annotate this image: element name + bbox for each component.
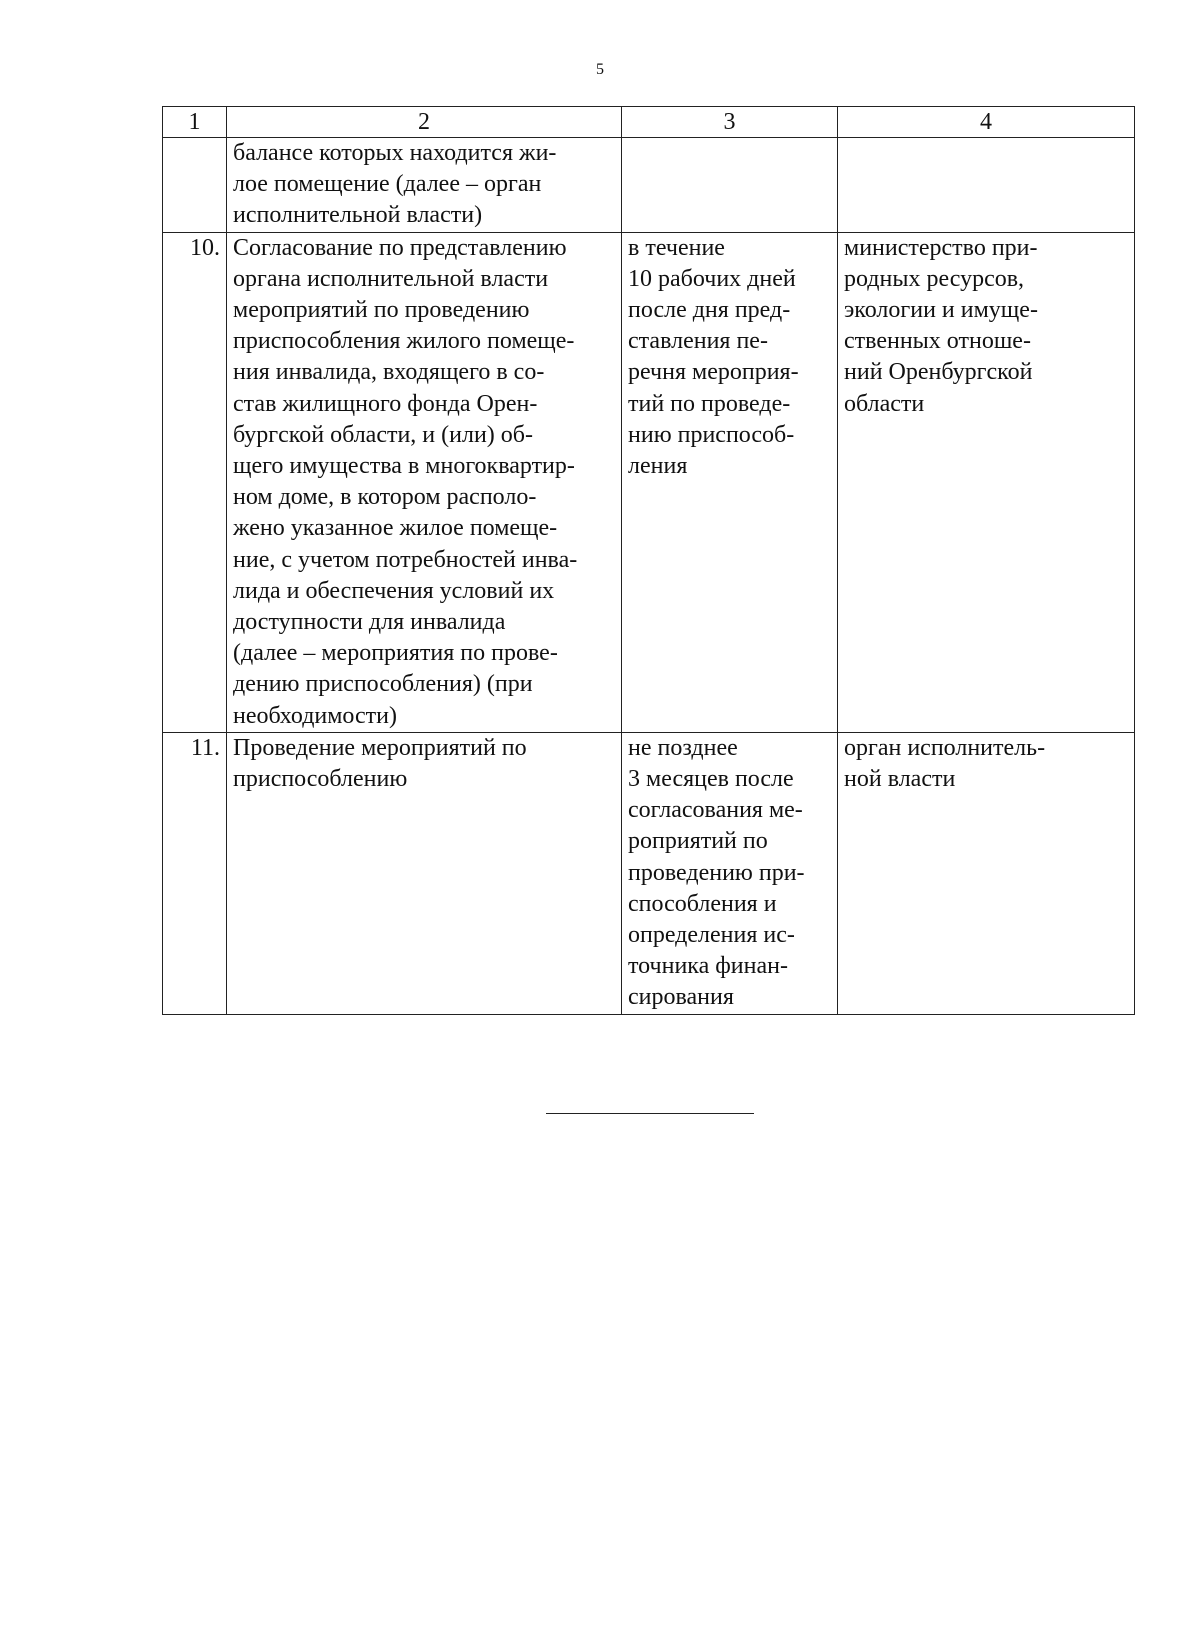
- action-cell: Проведение мероприятий по приспособлению: [227, 732, 622, 1014]
- page-number: 5: [596, 61, 604, 78]
- measures-table: [162, 106, 1135, 1015]
- column-header-2: 2: [227, 107, 622, 138]
- term-cell: [622, 138, 838, 233]
- column-header-3: 3: [622, 107, 838, 138]
- table-header-row: [163, 107, 1135, 138]
- responsible-cell: [838, 138, 1135, 233]
- term-cell: не позднее 3 месяцев после согласования ме- роприятий по проведению при- способления и определения ис- точника финан- сирования: [622, 732, 838, 1014]
- action-cell: Согласование по представлению органа исполнительной власти мероприятий по проведению приспособления жилого помеще- ния инвалида, входящего в со- став жилищного фонда Орен- бургской области, и (или) об- щего имущества в многоквартир- ном доме, в котором располо- жено указанное жилое помеще- ние, с учетом потребностей инва- лида и обеспечения условий их доступности для инвалида (далее – мероприятия по прове- дению приспособления) (при необходимости): [227, 232, 622, 732]
- table-row: [163, 138, 1135, 233]
- row-number: [163, 138, 227, 233]
- column-header-4: 4: [838, 107, 1135, 138]
- term-cell: в течение 10 рабочих дней после дня пред- ставления пе- речня мероприя- тий по проведе- нию приспособ- ления: [622, 232, 838, 732]
- column-header-1: 1: [163, 107, 227, 138]
- table-row: [163, 732, 1135, 1014]
- row-number: 10.: [163, 232, 227, 732]
- table-row: [163, 232, 1135, 732]
- row-number: 11.: [163, 732, 227, 1014]
- responsible-cell: орган исполнитель- ной власти: [838, 732, 1135, 1014]
- end-separator-line: [546, 1113, 754, 1114]
- action-cell: балансе которых находится жи- лое помещение (далее – орган исполнительной власти): [227, 138, 622, 233]
- responsible-cell: министерство при- родных ресурсов, экологии и имуще- ственных отноше- ний Оренбургской области: [838, 232, 1135, 732]
